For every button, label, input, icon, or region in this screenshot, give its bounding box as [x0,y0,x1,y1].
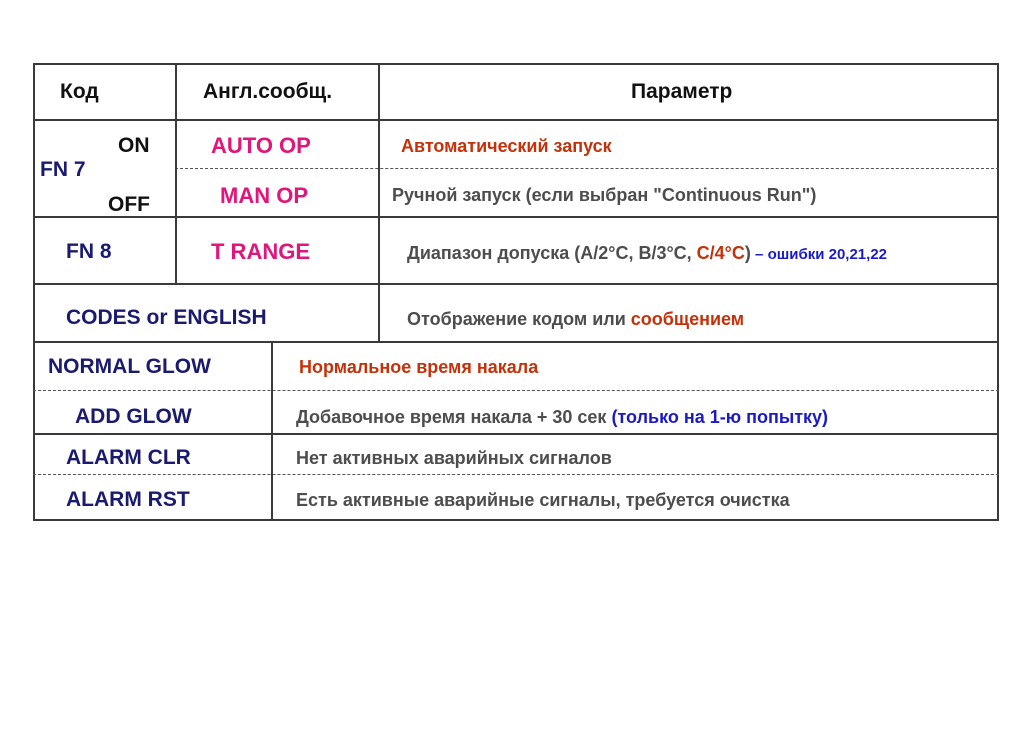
header-param: Параметр [631,80,733,103]
row-divider [33,433,999,435]
fn7-off-param: Ручной запуск (если выбран "Continuous Run") [392,185,817,205]
add-glow-label: ADD GLOW [75,405,192,428]
alarm-rst-param: Есть активные аварийные сигналы, требуется очистка [296,490,790,510]
fn7-off-msg: MAN OP [220,183,308,208]
column-divider [378,63,380,343]
fn8-msg: T RANGE [211,239,310,264]
fn7-on-param: Автоматический запуск [401,136,612,156]
fn7-on: ON [118,134,150,157]
normal-glow-param: Нормальное время накала [299,357,539,377]
header-english: Англ.сообщ. [203,80,333,103]
add-glow-param: Добавочное время накала + 30 сек (только на 1-ю попытку) [296,407,829,427]
alarm-clr-param: Нет активных аварийных сигналов [296,448,612,468]
codes-label: CODES or ENGLISH [66,306,267,329]
row-divider-dashed [33,390,999,391]
row-divider [33,283,999,285]
row-divider [33,341,999,343]
fn7-off: OFF [108,193,150,216]
codes-param: Отображение кодом или сообщением [407,309,745,329]
row-divider-dashed [175,168,999,169]
row-divider-dashed [33,474,999,475]
column-divider [175,63,177,285]
alarm-clr-label: ALARM CLR [66,446,191,469]
row-divider [33,119,999,121]
fn7-on-msg: AUTO OP [211,133,311,158]
fn7-code: FN 7 [40,158,86,181]
fn8-code: FN 8 [66,240,112,263]
row-divider [33,216,999,218]
normal-glow-label: NORMAL GLOW [48,355,211,378]
header-code: Код [60,80,99,103]
alarm-rst-label: ALARM RST [66,488,190,511]
column-divider [271,341,273,521]
fn8-param: Диапазон допуска (A/2°C, B/3°C, C/4°C) – ошибки 20,21,22 [407,243,888,263]
